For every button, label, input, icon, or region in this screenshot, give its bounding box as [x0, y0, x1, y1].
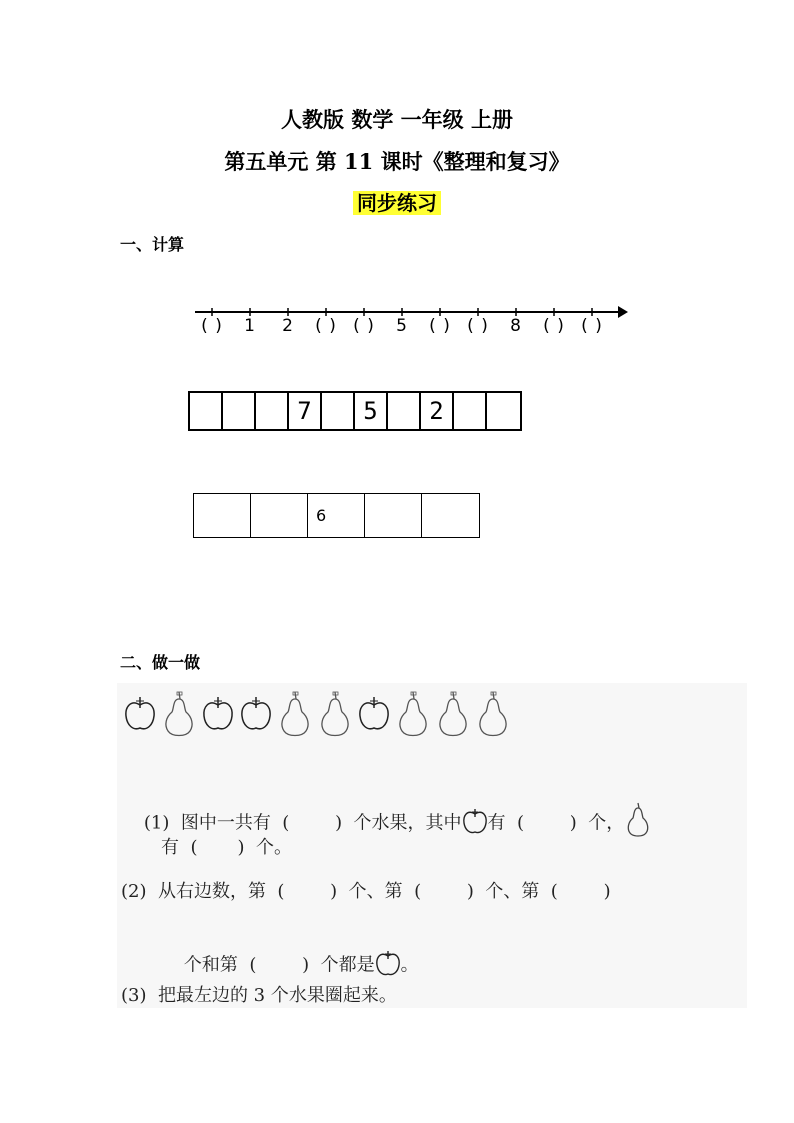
practice-badge: 同步练习 — [353, 191, 441, 215]
number-line-label: ( ) — [201, 316, 223, 336]
badge-wrap — [0, 187, 794, 216]
number-line-label: ( ) — [467, 316, 489, 336]
number-box: 5 — [355, 393, 388, 429]
pear-icon — [435, 691, 471, 743]
number-box[interactable] — [251, 494, 308, 537]
number-line-label: 2 — [282, 316, 294, 336]
question-2: (2) 从右边数，第 ( ) 个、第 ( ) 个、第 ( ) — [121, 881, 611, 902]
number-line-label: ( ) — [543, 316, 565, 336]
number-line-label: ( ) — [353, 316, 375, 336]
pear-icon — [475, 691, 511, 743]
header-line-2: 第五单元 第 11 课时《整理和复习》 — [224, 149, 570, 174]
pear-icon — [161, 691, 197, 743]
pear-icon — [277, 691, 313, 743]
number-box[interactable] — [322, 393, 355, 429]
number-box[interactable] — [454, 393, 487, 429]
apple-icon — [375, 948, 401, 983]
number-box: 7 — [289, 393, 322, 429]
apple-icon — [123, 691, 157, 743]
number-box[interactable] — [365, 494, 422, 537]
section-1-heading: 一、计算 — [120, 235, 185, 254]
question-3: (3) 把最左边的 3 个水果圈起来。 — [121, 985, 397, 1006]
apple-icon — [239, 691, 273, 743]
number-box[interactable] — [194, 494, 251, 537]
apple-icon — [462, 806, 488, 841]
number-line-label: 5 — [396, 316, 408, 336]
number-line-label: ( ) — [429, 316, 451, 336]
number-line-label: ( ) — [315, 316, 337, 336]
number-line-label: 8 — [510, 316, 522, 336]
fruit-row — [123, 691, 511, 743]
question-1-part-b: 有 ( ) 个， — [487, 812, 625, 834]
number-box[interactable] — [422, 494, 479, 537]
pear-icon — [624, 802, 652, 845]
number-box: 6 — [308, 494, 365, 537]
number-line-label: 1 — [244, 316, 256, 336]
number-box[interactable] — [487, 393, 520, 429]
number-box[interactable] — [223, 393, 256, 429]
number-line-label: ( ) — [581, 316, 603, 336]
pear-icon — [317, 691, 353, 743]
apple-icon — [357, 691, 391, 743]
number-boxes-row-2 — [193, 493, 480, 538]
header-line-1: 人教版 数学 一年级 上册 — [281, 107, 513, 132]
pear-icon — [395, 691, 431, 743]
number-box[interactable] — [190, 393, 223, 429]
number-boxes-row-1 — [188, 391, 522, 431]
section-2-heading: 二、做一做 — [120, 653, 201, 672]
number-box[interactable] — [256, 393, 289, 429]
apple-icon — [201, 691, 235, 743]
question-1-line-2: 有 ( ) 个。 — [161, 837, 292, 858]
exercise-panel — [117, 683, 747, 1008]
number-box[interactable] — [388, 393, 421, 429]
question-2-part-c: 。 — [400, 954, 419, 976]
question-2-part-b: 个和第 ( ) 个都是 — [183, 954, 375, 976]
number-box: 2 — [421, 393, 454, 429]
question-1-part-a: (1) 图中一共有 ( ) 个水果，其中 — [143, 812, 462, 834]
